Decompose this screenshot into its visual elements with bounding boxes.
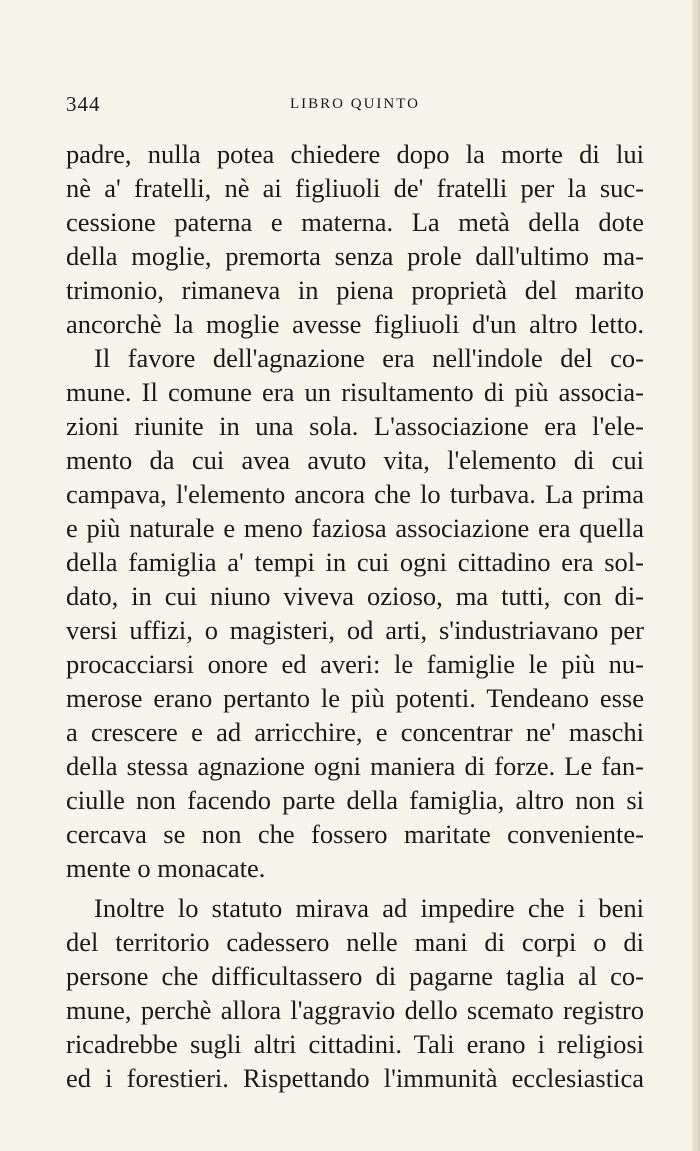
paragraph-1 [66,137,644,341]
text-line: cessione paterna e materna. La metà della dote [66,207,644,237]
paragraph-2 [66,341,644,885]
text-line: della moglie, premorta senza prole dall'ultimo ma- [66,241,644,271]
text-line: Inoltre lo statuto mirava ad impedire che i beni [94,893,644,923]
text-line: ciulle non facendo parte della famiglia, altro non si [66,785,644,815]
text-line: nè a' fratelli, nè ai figliuoli de' fratelli per la suc- [66,173,644,203]
text-line: mento da cui avea avuto vita, l'elemento di cui [66,445,644,475]
paragraph-3 [66,891,644,1095]
running-title: LIBRO QUINTO [290,96,420,112]
text-line: zioni riunite in una sola. L'associazione era l'ele- [66,411,644,441]
body-text [66,137,644,1095]
text-line: Il favore dell'agnazione era nell'indole del co- [94,343,644,373]
text-line: della stessa agnazione ogni maniera di forze. Le fan- [66,751,644,781]
text-line: versi uffizi, o magisteri, od arti, s'industriavano per [66,615,644,645]
text-line: del territorio cadessero nelle mani di corpi o di [66,927,644,957]
text-line: procacciarsi onore ed averi: le famiglie le più nu- [66,649,644,679]
text-line: trimonio, rimaneva in piena proprietà del marito [66,275,644,305]
text-line: dato, in cui niuno viveva ozioso, ma tutti, con di- [66,581,644,611]
text-line: padre, nulla potea chiedere dopo la morte di lui [66,139,644,169]
text-line: ed i forestieri. Rispettando l'immunità ecclesiastica [66,1063,644,1093]
text-line: merose erano pertanto le più potenti. Tendeano esse [66,683,644,713]
text-line: campava, l'elemento ancora che lo turbava. La prima [66,479,644,509]
text-line: persone che difficultassero di pagarne taglia al co- [66,961,644,991]
text-line: mente o monacate. [66,853,266,883]
text-line: cercava se non che fossero maritate conveniente- [66,819,644,849]
page-header [66,92,644,122]
text-line: a crescere e ad arricchire, e concentrar ne' maschi [66,717,644,747]
text-line: mune. Il comune era un risultamento di più associa- [66,377,644,407]
text-line: della famiglia a' tempi in cui ogni cittadino era sol- [66,547,644,577]
page-edge [692,0,700,1151]
text-line: e più naturale e meno faziosa associazione era quella [66,513,644,543]
text-line: ancorchè la moglie avesse figliuoli d'un altro letto. [66,309,644,339]
text-line: mune, perchè allora l'aggravio dello scemato registro [66,995,644,1025]
text-line: ricadrebbe sugli altri cittadini. Tali erano i religiosi [66,1029,644,1059]
page-number: 344 [66,92,101,116]
